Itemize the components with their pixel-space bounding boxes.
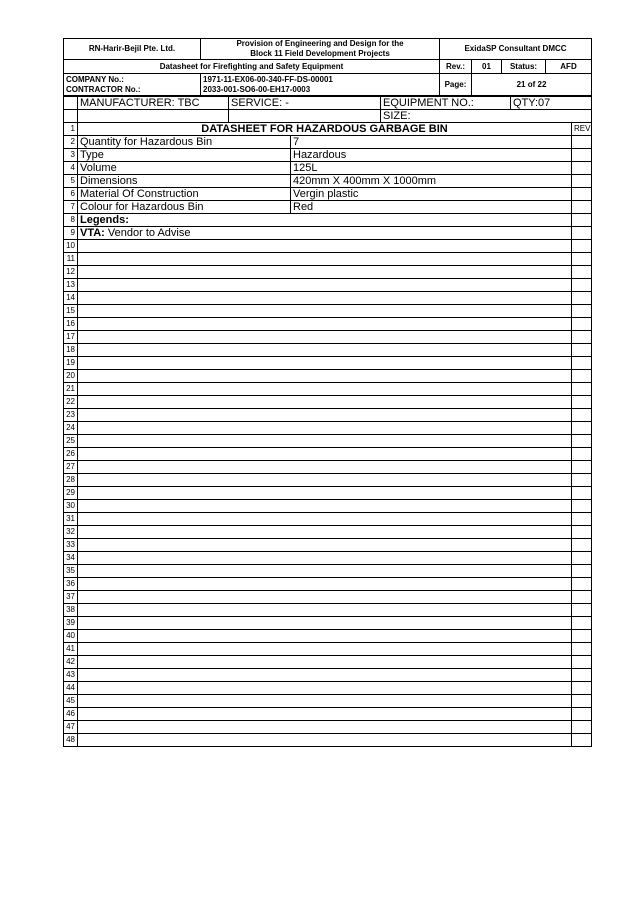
row-content [78,552,572,565]
row-content [78,461,572,474]
table-row [64,474,592,487]
row-label: Volume [78,162,291,175]
row-number: 34 [64,552,78,565]
table-row [64,357,592,370]
row-number: 22 [64,396,78,409]
table-row [64,253,592,266]
rev-column-header: REV [572,123,592,136]
row-number: 32 [64,526,78,539]
legend-title: Legends: [78,214,572,227]
row-content [78,643,572,656]
row-content [78,448,572,461]
row-content [78,266,572,279]
meta-row-1 [64,97,592,110]
row-number: 46 [64,708,78,721]
row-rev [572,344,592,357]
number-values [201,74,440,96]
table-row [64,396,592,409]
row-number: 43 [64,669,78,682]
row-number: 31 [64,513,78,526]
table-row [64,240,592,253]
row-number: 47 [64,721,78,734]
row-content [78,357,572,370]
row-content [78,539,572,552]
row-content [78,578,572,591]
equipment-no: EQUIPMENT NO.: [381,97,511,110]
table-row [64,630,592,643]
row-number: 17 [64,331,78,344]
row-content [78,669,572,682]
company-no: 1971-11-EX06-00-340-FF-DS-00001 [203,74,333,84]
table-row [64,604,592,617]
row-content [78,734,572,747]
company-no-label: COMPANY No.: [66,74,124,84]
row-rev [572,552,592,565]
status-label: Status: [502,60,546,74]
row-value: 420mm X 400mm X 1000mm [291,175,572,188]
row-rev [572,656,592,669]
table-row [64,331,592,344]
row-content [78,617,572,630]
row-content [78,721,572,734]
row-number: 44 [64,682,78,695]
row-number: 38 [64,604,78,617]
row-number: 26 [64,448,78,461]
row-rev [572,617,592,630]
project-line-2: Block 11 Field Development Projects [250,49,390,58]
row-rev [572,513,592,526]
contractor-no: 2033-001-SO6-00-EH17-0003 [203,84,311,94]
row-content [78,396,572,409]
table-row [64,370,592,383]
row-number: 35 [64,565,78,578]
row-number: 45 [64,695,78,708]
manufacturer: MANUFACTURER: TBC [78,97,229,110]
row-content [78,513,572,526]
row-number: 27 [64,461,78,474]
row-content [78,526,572,539]
row-value: Hazardous [291,149,572,162]
row-number: 15 [64,305,78,318]
sheet-title: DATASHEET FOR HAZARDOUS GARBAGE BIN [78,123,572,136]
row-content [78,474,572,487]
row-number: 18 [64,344,78,357]
table-row [64,344,592,357]
status-value: AFD [546,60,592,74]
row-rev [572,487,592,500]
row-number: 40 [64,630,78,643]
table-row [64,656,592,669]
row-rev [572,318,592,331]
row-rev [572,643,592,656]
row-content [78,565,572,578]
table-row [64,578,592,591]
row-content [78,422,572,435]
row-number: 11 [64,253,78,266]
row-content [78,682,572,695]
row-content [78,656,572,669]
row-label: Dimensions [78,175,291,188]
row-number: 41 [64,643,78,656]
row-content [78,331,572,344]
row-number: 23 [64,409,78,422]
row-content [78,318,572,331]
row-rev [572,331,592,344]
table-row [64,305,592,318]
row-number: 10 [64,240,78,253]
table-row [64,513,592,526]
project-line-1: Provision of Engineering and Design for the [236,39,404,48]
row-label: Type [78,149,291,162]
row-label: Colour for Hazardous Bin [78,201,291,214]
size: SIZE: [381,110,592,123]
number-labels [64,74,201,96]
table-row [64,682,592,695]
table-row [64,487,592,500]
row-rev [572,474,592,487]
table-row [64,539,592,552]
row-value: Vergin plastic [291,188,572,201]
table-row: 7 Colour for Hazardous Bin Red [64,201,592,214]
title-block [63,38,592,96]
table-row [64,552,592,565]
table-row [64,461,592,474]
vta-text: Vendor to Advise [104,227,191,239]
row-rev [572,669,592,682]
table-row [64,279,592,292]
row-content [78,591,572,604]
row-rev [572,500,592,513]
datasheet [63,38,591,747]
row-rev [572,591,592,604]
row-content [78,383,572,396]
legend-vta [78,227,572,240]
project-title [201,39,440,60]
qty: QTY:07 [511,97,592,110]
contractor-no-label: CONTRACTOR No.: [66,84,141,94]
row-rev [572,409,592,422]
row-rev [572,292,592,305]
row-content [78,292,572,305]
row-number: 33 [64,539,78,552]
row-number: 30 [64,500,78,513]
document-title: Datasheet for Firefighting and Safety Equipment [64,60,440,74]
table-row [64,448,592,461]
table-row: 2 Quantity for Hazardous Bin 7 [64,136,592,149]
service: SERVICE: - [229,97,381,110]
table-row [64,565,592,578]
row-number: 28 [64,474,78,487]
table-row [64,708,592,721]
company-name: RN-Harir-Bejil Pte. Ltd. [64,39,201,60]
table-row [64,669,592,682]
table-row [64,643,592,656]
page-label: Page: [440,74,472,96]
row-content [78,695,572,708]
row-number: 36 [64,578,78,591]
row-content [78,344,572,357]
row-rev [572,370,592,383]
row-rev [572,422,592,435]
table-row: 5 Dimensions 420mm X 400mm X 1000mm [64,175,592,188]
row-content [78,253,572,266]
row-rev [572,734,592,747]
row-value: 7 [291,136,572,149]
row-rev [572,305,592,318]
data-table [63,96,592,747]
row-content [78,604,572,617]
table-row [64,123,592,136]
table-row [64,617,592,630]
row-rev [572,708,592,721]
rev-label: Rev.: [440,60,472,74]
row-content [78,240,572,253]
row-content [78,435,572,448]
table-row: 6 Material Of Construction Vergin plastic [64,188,592,201]
row-rev [572,383,592,396]
row-content [78,370,572,383]
table-row [64,526,592,539]
meta-row-2 [64,110,592,123]
row-rev [572,695,592,708]
row-rev [572,526,592,539]
table-row [64,591,592,604]
row-rev [572,396,592,409]
page-value: 21 of 22 [472,74,592,96]
row-number: 25 [64,435,78,448]
row-number: 13 [64,279,78,292]
row-rev [572,682,592,695]
table-row: 9 VTA: Vendor to Advise [64,227,592,240]
row-rev [572,630,592,643]
row-number: 16 [64,318,78,331]
row-rev [572,461,592,474]
row-rev [572,578,592,591]
row-rev [572,357,592,370]
table-row [64,266,592,279]
row-rev [572,435,592,448]
table-row [64,422,592,435]
vta-abbrev: VTA: [80,227,105,239]
row-content [78,630,572,643]
row-value: 125L [291,162,572,175]
table-row [64,383,592,396]
table-row: 4 Volume 125L [64,162,592,175]
row-rev [572,253,592,266]
table-row: 3 Type Hazardous [64,149,592,162]
row-number: 29 [64,487,78,500]
row-rev [572,721,592,734]
row-number: 42 [64,656,78,669]
row-number: 12 [64,266,78,279]
row-rev [572,604,592,617]
table-row [64,292,592,305]
row-rev [572,565,592,578]
row-rev [572,240,592,253]
row-content [78,409,572,422]
row-rev [572,279,592,292]
row-number: 37 [64,591,78,604]
row-number: 21 [64,383,78,396]
row-number: 19 [64,357,78,370]
row-value: Red [291,201,572,214]
row-rev [572,448,592,461]
row-label: Material Of Construction [78,188,291,201]
row-number: 39 [64,617,78,630]
consultant-name: ExidaSP Consultant DMCC [440,39,592,60]
row-content [78,708,572,721]
row-number: 24 [64,422,78,435]
row-rev [572,266,592,279]
row-number: 20 [64,370,78,383]
row-label: Quantity for Hazardous Bin [78,136,291,149]
row-number: 48 [64,734,78,747]
table-row: 8 Legends: [64,214,592,227]
row-content [78,279,572,292]
table-row [64,721,592,734]
table-row [64,734,592,747]
row-content [78,487,572,500]
row-content [78,305,572,318]
table-row [64,500,592,513]
row-number: 1 [64,123,78,136]
row-content [78,500,572,513]
row-rev [572,539,592,552]
rev-value: 01 [472,60,502,74]
table-row [64,695,592,708]
table-row [64,435,592,448]
table-row [64,318,592,331]
row-number: 14 [64,292,78,305]
table-row [64,409,592,422]
